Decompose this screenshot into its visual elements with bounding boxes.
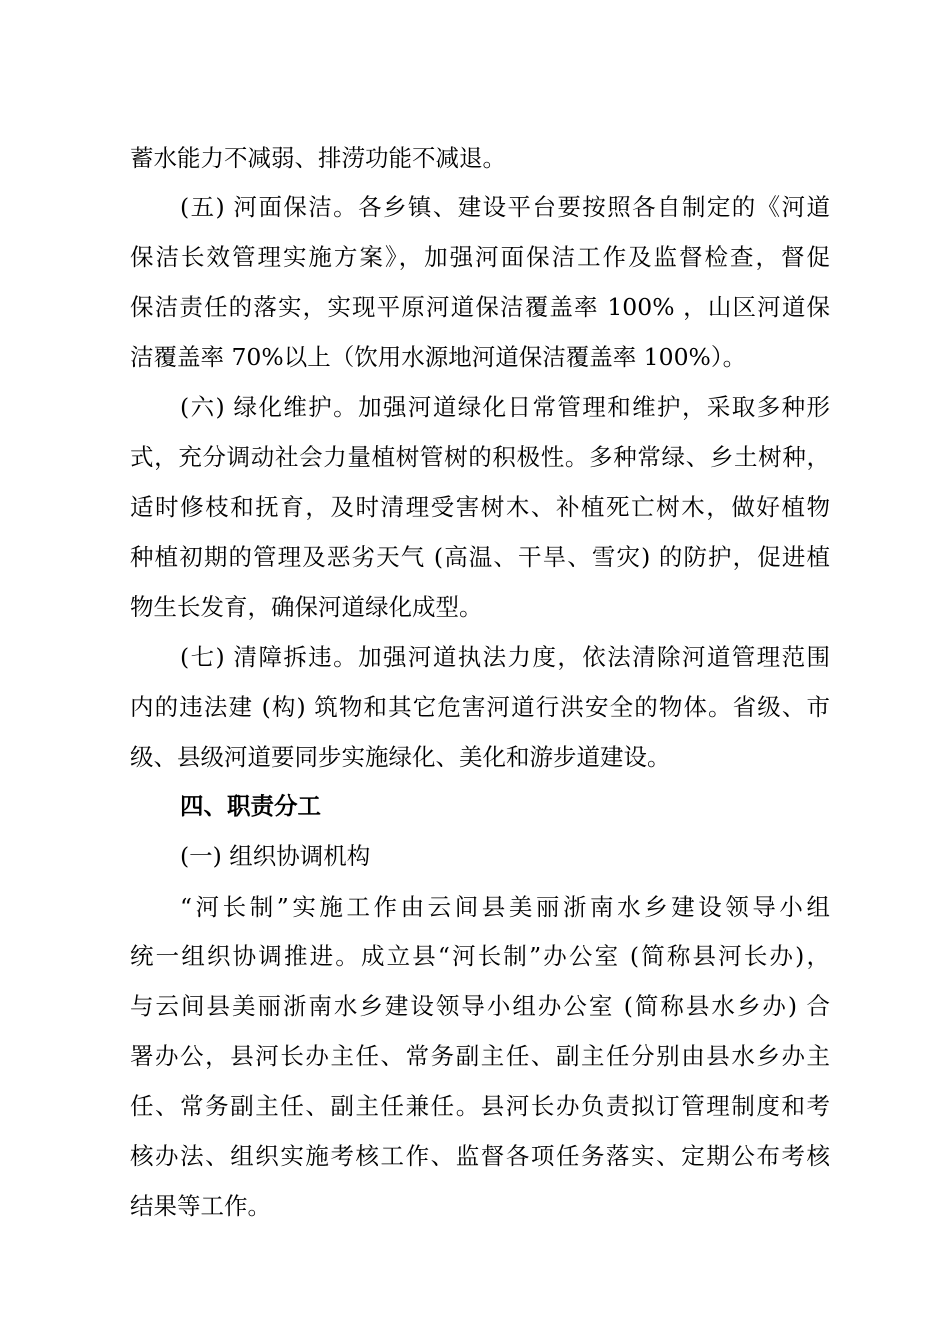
- text-line: 保洁长效管理实施方案》，加强河面保洁工作及监督检查，督促: [130, 243, 830, 271]
- text-line: 物生长发育，确保河道绿化成型。: [130, 593, 483, 621]
- text-line: 核办法、组织实施考核工作、监督各项任务落实、定期公布考核: [130, 1142, 830, 1170]
- text-line: 适时修枝和抚育，及时清理受害树木、补植死亡树木，做好植物: [130, 493, 830, 521]
- text-line: “河长制”实施工作由云间县美丽浙南水乡建设领导小组: [180, 893, 830, 921]
- text-line: 洁覆盖率 70%以上（饮用水源地河道保洁覆盖率 100%）。: [130, 343, 747, 371]
- text-line: 署办公，县河长办主任、常务副主任、副主任分别由县水乡办主: [130, 1042, 830, 1070]
- text-line: 结果等工作。: [130, 1192, 271, 1220]
- text-line: 保洁责任的落实，实现平原河道保洁覆盖率 100% ，山区河道保: [130, 293, 830, 321]
- section-heading: 四、职责分工: [180, 792, 321, 820]
- text-line: (六) 绿化维护。加强河道绿化日常管理和维护，采取多种形: [180, 393, 830, 421]
- text-line: 级、县级河道要同步实施绿化、美化和游步道建设。: [130, 743, 671, 771]
- text-line: 种植初期的管理及恶劣天气 (高温、干旱、雪灾) 的防护，促进植: [130, 543, 830, 571]
- text-line: (七) 清障拆违。加强河道执法力度，依法清除河道管理范围: [180, 643, 830, 671]
- text-line: 与云间县美丽浙南水乡建设领导小组办公室 (简称县水乡办) 合: [130, 992, 830, 1020]
- text-line: 内的违法建 (构) 筑物和其它危害河道行洪安全的物体。省级、市: [130, 693, 830, 721]
- subsection-heading: (一) 组织协调机构: [180, 842, 371, 870]
- text-line: (五) 河面保洁。各乡镇、建设平台要按照各自制定的《河道: [180, 193, 830, 221]
- text-line: 式，充分调动社会力量植树管树的积极性。多种常绿、乡土树种，: [130, 443, 830, 471]
- text-line: 任、常务副主任、副主任兼任。县河长办负责拟订管理制度和考: [130, 1092, 830, 1120]
- text-line: 统一组织协调推进。成立县“河长制”办公室 (简称县河长办)，: [130, 942, 830, 970]
- text-line: 蓄水能力不减弱、排涝功能不减退。: [130, 144, 506, 172]
